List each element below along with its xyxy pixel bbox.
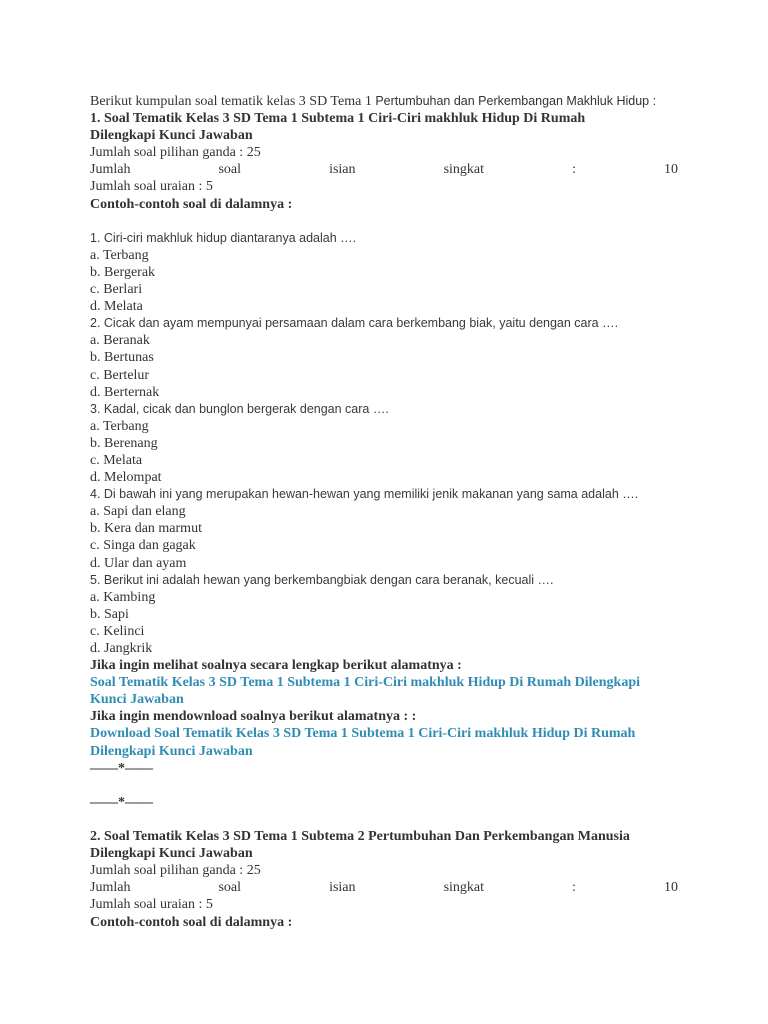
option-3c: c. Melata xyxy=(90,452,143,468)
isian-word: isian xyxy=(329,162,356,178)
isian-word: isian xyxy=(329,880,356,896)
section2-examples-heading: Contoh-contoh soal di dalamnya : xyxy=(90,914,293,930)
section1-examples-heading: Contoh-contoh soal di dalamnya : xyxy=(90,196,293,212)
section2-title-line2: Dilengkapi Kunci Jawaban xyxy=(90,846,253,862)
option-2c: c. Bertelur xyxy=(90,367,150,383)
isian-word: 10 xyxy=(663,880,678,896)
option-2a: a. Beranak xyxy=(90,333,150,349)
separator: ——*—— xyxy=(90,760,153,776)
option-1c: c. Berlari xyxy=(90,282,143,298)
option-2b: b. Bertunas xyxy=(90,350,154,366)
option-4b: b. Kera dan marmut xyxy=(90,521,202,537)
view-heading: Jika ingin melihat soalnya secara lengkap berikut alamatnya : xyxy=(90,658,462,674)
section2-pg-count: Jumlah soal pilihan ganda : 25 xyxy=(90,863,261,879)
section2-uraian-count: Jumlah soal uraian : 5 xyxy=(90,897,213,913)
view-link-line2[interactable]: Kunci Jawaban xyxy=(90,692,184,708)
option-4c: c. Singa dan gagak xyxy=(90,538,196,554)
intro-line xyxy=(90,93,680,110)
view-link-line1[interactable]: Soal Tematik Kelas 3 SD Tema 1 Subtema 1 Ciri-Ciri makhluk Hidup Di Rumah Dilengkapi xyxy=(90,675,640,691)
isian-word: Jumlah xyxy=(90,880,131,896)
download-heading: Jika ingin mendownload soalnya berikut alamatnya : : xyxy=(90,709,417,725)
isian-word: soal xyxy=(218,162,242,178)
option-1b: b. Bergerak xyxy=(90,264,156,280)
section1-title-line2: Dilengkapi Kunci Jawaban xyxy=(90,128,253,144)
blank-line xyxy=(90,811,680,828)
isian-word: singkat xyxy=(443,880,485,896)
intro-serif-text: Berikut kumpulan soal tematik kelas 3 SD Tema 1 xyxy=(90,94,372,109)
section2-isian-count xyxy=(90,879,678,896)
document-page xyxy=(90,93,680,931)
question-1: 1. Ciri-ciri makhluk hidup diantaranya adalah …. xyxy=(90,230,357,245)
section1-title-line1: 1. Soal Tematik Kelas 3 SD Tema 1 Subtema 1 Ciri-Ciri makhluk Hidup Di Rumah xyxy=(90,111,586,127)
isian-word: singkat xyxy=(443,162,485,178)
isian-word: 10 xyxy=(663,162,678,178)
option-3a: a. Terbang xyxy=(90,418,149,434)
option-4d: d. Ular dan ayam xyxy=(90,555,187,571)
question-4: 4. Di bawah ini yang merupakan hewan-hewan yang memiliki jenik makanan yang sama adalah …. xyxy=(90,487,639,502)
isian-word: : xyxy=(572,162,576,178)
download-link-line1[interactable]: Download Soal Tematik Kelas 3 SD Tema 1 Subtema 1 Ciri-Ciri makhluk Hidup Di Rumah xyxy=(90,726,636,742)
blank-line xyxy=(90,777,680,794)
option-1d: d. Melata xyxy=(90,299,143,315)
option-5c: c. Kelinci xyxy=(90,623,145,639)
intro-sans-text: Pertumbuhan dan Perkembangan Makhluk Hidup : xyxy=(375,94,657,108)
option-5b: b. Sapi xyxy=(90,606,129,622)
question-2: 2. Cicak dan ayam mempunyai persamaan dalam cara berkembang biak, yaitu dengan cara …. xyxy=(90,316,619,331)
option-5a: a. Kambing xyxy=(90,589,156,605)
section2-title-line1: 2. Soal Tematik Kelas 3 SD Tema 1 Subtema 2 Pertumbuhan Dan Perkembangan Manusia xyxy=(90,829,630,845)
question-5: 5. Berikut ini adalah hewan yang berkembangbiak dengan cara beranak, kecuali …. xyxy=(90,572,554,587)
isian-word: Jumlah xyxy=(90,162,131,178)
option-2d: d. Berternak xyxy=(90,384,160,400)
section1-isian-count xyxy=(90,161,678,178)
option-3d: d. Melompat xyxy=(90,470,162,486)
section1-uraian-count: Jumlah soal uraian : 5 xyxy=(90,179,213,195)
blank-line xyxy=(90,213,680,230)
isian-word: soal xyxy=(218,880,242,896)
option-1a: a. Terbang xyxy=(90,247,149,263)
section1-pg-count: Jumlah soal pilihan ganda : 25 xyxy=(90,145,261,161)
download-link-line2[interactable]: Dilengkapi Kunci Jawaban xyxy=(90,743,253,759)
option-3b: b. Berenang xyxy=(90,435,158,451)
question-3: 3. Kadal, cicak dan bunglon bergerak dengan cara …. xyxy=(90,401,389,416)
option-4a: a. Sapi dan elang xyxy=(90,504,186,520)
isian-word: : xyxy=(572,880,576,896)
option-5d: d. Jangkrik xyxy=(90,641,153,656)
separator: ——*—— xyxy=(90,794,153,810)
